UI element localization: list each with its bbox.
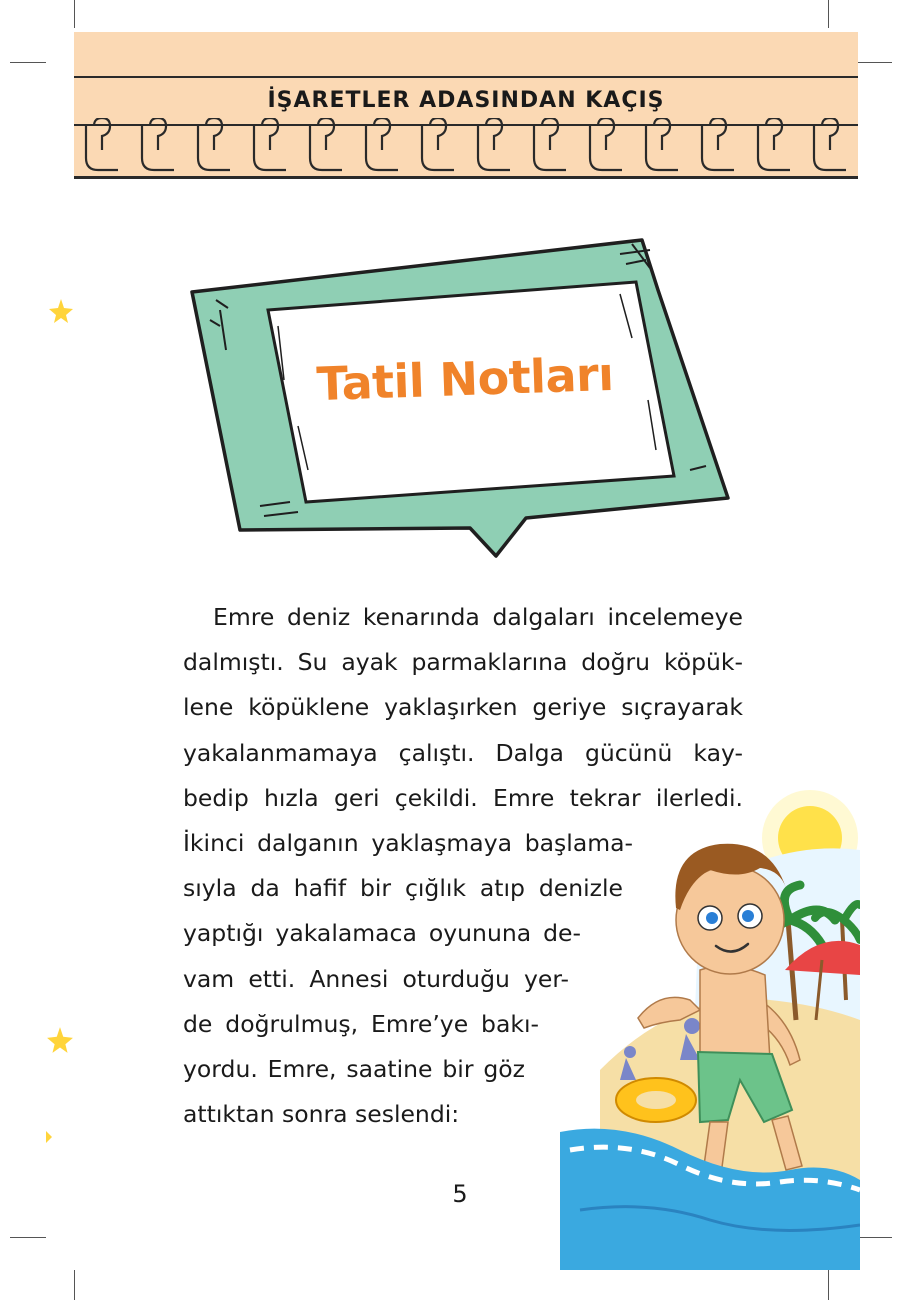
ring-hook bbox=[814, 118, 846, 170]
ring-hook bbox=[254, 118, 286, 170]
crop-mark bbox=[856, 1237, 892, 1238]
ring-hook bbox=[646, 118, 678, 170]
story-line: dalmıştı. Su ayak parmaklarına doğru köpük- bbox=[183, 648, 743, 677]
star-icon bbox=[46, 1026, 74, 1054]
header-line bbox=[74, 76, 858, 78]
crop-mark bbox=[10, 62, 46, 63]
crop-mark bbox=[10, 1237, 46, 1238]
story-line: sıyla da hafif bir çığlık atıp denizle bbox=[183, 874, 623, 903]
story-line: lene köpüklene yaklaşırken geriye sıçrayarak bbox=[183, 693, 743, 722]
ring-hook bbox=[590, 118, 622, 170]
star-icon bbox=[48, 298, 74, 324]
crop-mark bbox=[828, 0, 829, 28]
ring-hook bbox=[86, 118, 118, 170]
story-line: de doğrulmuş, Emre’ye bakı- bbox=[183, 1009, 539, 1038]
ring-hook bbox=[478, 118, 510, 170]
story-line: İkinci dalganın yaklaşmaya başlama- bbox=[183, 828, 633, 857]
crop-mark bbox=[828, 1270, 829, 1300]
story-line: vam etti. Annesi oturduğu yer- bbox=[183, 964, 569, 993]
ring-hook bbox=[758, 118, 790, 170]
ring-hook bbox=[198, 118, 230, 170]
story-line: bedip hızla geri çekildi. Emre tekrar ilerledi. bbox=[183, 783, 743, 812]
boy-illustration bbox=[560, 770, 860, 1270]
story-line: yordu. Emre, saatine bir göz bbox=[183, 1054, 525, 1083]
page-number: 5 bbox=[452, 1180, 468, 1208]
ring-hook bbox=[310, 118, 342, 170]
ring-hook bbox=[534, 118, 566, 170]
header-title: İŞARETLER ADASINDAN KAÇIŞ bbox=[267, 88, 665, 113]
crop-mark bbox=[74, 0, 75, 28]
notebook-rings bbox=[74, 118, 858, 178]
story-line: yaptığı yakalamaca oyununa de- bbox=[183, 919, 581, 948]
story-line: yakalanmamaya çalıştı. Dalga gücünü kay- bbox=[183, 738, 743, 767]
ring-hook bbox=[702, 118, 734, 170]
crop-mark bbox=[74, 1270, 75, 1300]
ring-hook bbox=[142, 118, 174, 170]
ring-hook bbox=[422, 118, 454, 170]
crop-mark bbox=[856, 62, 892, 63]
star-icon bbox=[44, 1130, 54, 1144]
story-line: Emre deniz kenarında dalgaları incelemeye bbox=[213, 603, 743, 631]
ring-hook bbox=[366, 118, 398, 170]
sign-title: Tatil Notları bbox=[315, 346, 615, 412]
story-line: attıktan sonra seslendi: bbox=[183, 1100, 460, 1129]
swim-ring-icon bbox=[616, 1078, 696, 1122]
